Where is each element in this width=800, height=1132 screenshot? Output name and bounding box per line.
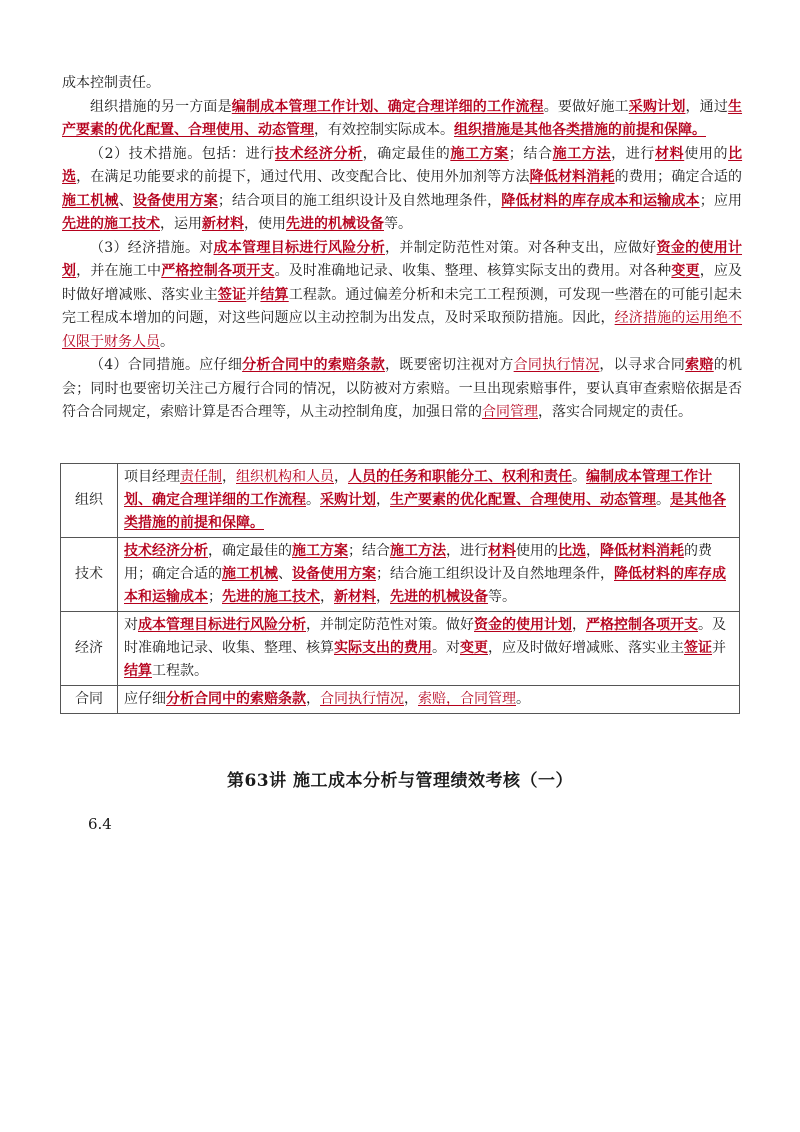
measure-description <box>118 538 740 612</box>
text-run: ，并制定防范性对策。做好 <box>306 617 474 633</box>
highlighted-keyword: 施工机械 <box>222 566 278 582</box>
text-run: 使用的 <box>684 145 729 162</box>
text-run: ， <box>376 589 390 605</box>
highlighted-keyword: 严格控制各项开支 <box>161 263 275 279</box>
measure-category: 合同 <box>61 686 118 714</box>
table-row <box>61 464 740 538</box>
highlighted-keyword: 生产要素的优化配置、合理使用、动态管理 <box>390 492 656 508</box>
highlighted-keyword: 组织机构和人员 <box>236 469 334 485</box>
highlighted-keyword: 合同管理 <box>482 404 538 420</box>
highlighted-keyword: 施工方法 <box>390 543 446 559</box>
highlighted-keyword: 施工方案 <box>292 543 348 559</box>
text-run: （3）经济措施。对 <box>90 239 214 256</box>
paragraph-contract-measures <box>62 354 742 425</box>
highlighted-keyword: 施工方案 <box>450 145 509 162</box>
highlighted-keyword: 资金的使用计划 <box>62 239 743 279</box>
text-run: 。及时准确地记录、收集、整理、核算 <box>124 617 726 656</box>
text-run: 并 <box>712 640 726 656</box>
highlighted-keyword: 材料 <box>488 543 516 559</box>
measure-category: 组织 <box>61 464 118 538</box>
highlighted-keyword: 人员的任务和职能分工、权利和责任 <box>348 469 572 485</box>
highlighted-keyword: 新材料 <box>334 589 376 605</box>
text-run: ，通过 <box>685 98 729 115</box>
highlighted-keyword: 施工机械 <box>62 192 119 209</box>
highlighted-keyword: 先进的机械设备 <box>286 216 384 232</box>
text-run: （2）技术措施。包括：进行 <box>90 145 275 162</box>
highlighted-keyword: 采购计划 <box>628 98 686 115</box>
text-run: 工程款。 <box>152 663 208 679</box>
text-run: ， <box>222 469 236 485</box>
highlighted-keyword: 签证 <box>684 640 712 656</box>
highlighted-keyword: 采购计划 <box>320 492 376 508</box>
highlighted-keyword: 比选 <box>62 145 743 185</box>
highlighted-keyword: 降低材料的库存成本和运输成本 <box>501 192 700 209</box>
text-run: ， <box>404 691 418 707</box>
text-run: ， <box>320 589 334 605</box>
text-run: 。要做好施工 <box>543 98 629 115</box>
text-run: ，进行 <box>446 543 488 559</box>
text-run: ， <box>306 691 320 707</box>
text-run: ，进行 <box>611 145 655 162</box>
text-run: ，在满足功能要求的前提下，通过代用、改变配合比、使用外加剂等方法 <box>76 169 530 185</box>
highlighted-keyword: 降低材料消耗 <box>600 543 684 559</box>
highlighted-keyword: 成本管理目标进行风险分析 <box>138 617 306 633</box>
text-run: ，应及时做好增减账、落实业主 <box>62 263 743 303</box>
measures-summary-table <box>60 463 740 714</box>
text-run: 等。 <box>488 589 516 605</box>
highlighted-keyword: 组织措施是其他各类措施的前提和保障。 <box>454 122 706 138</box>
text-run: 。 <box>306 492 320 508</box>
text-run: 等。 <box>384 216 412 232</box>
highlighted-keyword: 先进的施工技术 <box>222 589 320 605</box>
text-run: ，落实合同规定的责任。 <box>538 404 692 420</box>
text-run: 项目经理 <box>124 469 180 485</box>
highlighted-keyword: 先进的机械设备 <box>390 589 488 605</box>
highlighted-keyword: 签证 <box>217 286 247 303</box>
text-run: （4）合同措施。应仔细 <box>90 357 243 373</box>
text-run: ，应及时做好增减账、落实业主 <box>488 640 684 656</box>
highlighted-keyword: 编制成本管理工作计划、确定合理详细的工作流程 <box>124 469 712 508</box>
table-row <box>61 686 740 714</box>
text-run: ；应用 <box>699 192 743 209</box>
text-run: 。 <box>516 691 530 707</box>
section-number: 6.4 <box>88 815 112 833</box>
text-run: ，确定最佳的 <box>362 145 451 162</box>
lecture-title: 第63讲 施工成本分析与管理绩效考核（一） <box>226 771 574 791</box>
highlighted-keyword: 成本管理目标进行风险分析 <box>213 239 386 256</box>
measure-category: 技术 <box>61 538 118 612</box>
highlighted-keyword: 新材料 <box>202 216 244 232</box>
highlighted-keyword: 变更 <box>671 263 700 279</box>
highlighted-keyword: 降低材料的库存成本和运输成本 <box>124 566 726 605</box>
text-run: 的机会；同时也要密切关注己方履行合同的情况，以防被对方索赔。一旦出现索赔事件，要认真审查索赔依据是否符合合同规定，索赔计算是否合理等，从主动控制角度，加强日常的 <box>62 357 743 420</box>
highlighted-keyword: 结算 <box>124 663 152 679</box>
text-run: ，使用 <box>244 216 286 232</box>
highlighted-keyword: 设备使用方案 <box>132 192 218 209</box>
highlighted-keyword: 结算 <box>260 286 289 303</box>
highlighted-keyword: 降低材料消耗 <box>529 169 615 185</box>
text-run: ， <box>572 617 586 633</box>
measure-description <box>118 686 740 714</box>
measure-category: 经济 <box>61 612 118 686</box>
text-run: 组织措施的另一方面是 <box>90 98 232 115</box>
text-run: 工程款。通过偏差分析和未完工工程预测，可发现一些潜在的可能引起未完工程成本增加的问题，对这些问题应以主动控制为出发点，及时采取预防措施。因此， <box>62 286 743 326</box>
text-run: ， <box>586 543 600 559</box>
measure-description <box>118 612 740 686</box>
text-run: ，并在施工中 <box>76 263 162 279</box>
highlighted-keyword: 比选 <box>558 543 586 559</box>
highlighted-keyword: 分析合同中的索赔条款 <box>242 357 386 373</box>
highlighted-keyword: 编制成本管理工作计划、确定合理详细的工作流程 <box>231 98 544 115</box>
text-run: ；结合施工组织设计及自然地理条件， <box>376 566 614 582</box>
highlighted-keyword: 材料 <box>654 145 685 162</box>
highlighted-keyword: 严格控制各项开支 <box>586 617 698 633</box>
text-run: ，以寻求合同 <box>599 357 686 373</box>
text-run: 、 <box>278 566 292 582</box>
highlighted-keyword: 责任制 <box>180 469 222 485</box>
highlighted-keyword: 分析合同中的索赔条款 <box>166 691 306 707</box>
paragraph-economic-measures <box>62 237 742 355</box>
text-run: 对 <box>124 617 138 633</box>
highlighted-keyword: 索赔 <box>685 357 714 373</box>
text-run: 、 <box>118 192 133 209</box>
text-run: ；结合 <box>348 543 390 559</box>
text-run: 。 <box>656 492 670 508</box>
paragraph-technical-measures <box>62 143 742 237</box>
text-run: 。 <box>160 333 174 350</box>
text-run: ，运用 <box>160 216 202 232</box>
text-run: 。对 <box>432 640 460 656</box>
text-run: ，确定最佳的 <box>208 543 292 559</box>
document-body <box>62 72 742 425</box>
text-run: ，既要密切注视对方 <box>385 357 514 373</box>
text-run: 的费用；确定合适的 <box>614 169 743 185</box>
paragraph-organization-measures <box>62 96 742 143</box>
highlighted-keyword: 索赔，合同管理 <box>418 691 516 707</box>
highlighted-keyword: 设备使用方案 <box>292 566 376 582</box>
highlighted-keyword: 先进的施工技术 <box>62 216 160 232</box>
highlighted-keyword: 资金的使用计划 <box>474 617 572 633</box>
text-run: ； <box>208 589 222 605</box>
measure-description <box>118 464 740 538</box>
text-run: ，并制定防范性对策。对各种支出，应做好 <box>385 239 657 256</box>
text-run: 并 <box>246 286 261 303</box>
text-run: 。 <box>572 469 586 485</box>
table-row <box>61 612 740 686</box>
highlighted-keyword: 技术经济分析 <box>274 145 363 162</box>
highlighted-keyword: 技术经济分析 <box>124 543 208 559</box>
text-run: 。及时准确地记录、收集、整理、核算实际支出的费用。对各种 <box>274 263 672 279</box>
highlighted-keyword: 施工方法 <box>552 145 612 162</box>
text-run: 的费用；确定合适的 <box>124 543 712 582</box>
text-run: ；结合项目的施工组织设计及自然地理条件， <box>217 192 502 209</box>
highlighted-keyword: 变更 <box>460 640 488 656</box>
highlighted-keyword: 是其他各类措施的前提和保障。 <box>124 492 726 531</box>
highlighted-keyword: 实际支出的费用 <box>334 640 432 656</box>
highlighted-keyword: 经济措施的运用绝不仅限于财务人员 <box>62 310 743 350</box>
highlighted-keyword: 生产要素的优化配置、合理使用、动态管理 <box>62 98 743 138</box>
text-run: 使用的 <box>516 543 558 559</box>
table-row <box>61 538 740 612</box>
text-run: ；结合 <box>508 145 553 162</box>
text-run: ，有效控制实际成本。 <box>314 122 454 138</box>
paragraph-continuation: 成本控制责任。 <box>62 75 160 91</box>
text-run: 应仔细 <box>124 691 166 707</box>
text-run: ， <box>376 492 390 508</box>
highlighted-keyword: 合同执行情况 <box>513 357 600 373</box>
highlighted-keyword: 合同执行情况 <box>320 691 404 707</box>
text-run: ， <box>334 469 348 485</box>
